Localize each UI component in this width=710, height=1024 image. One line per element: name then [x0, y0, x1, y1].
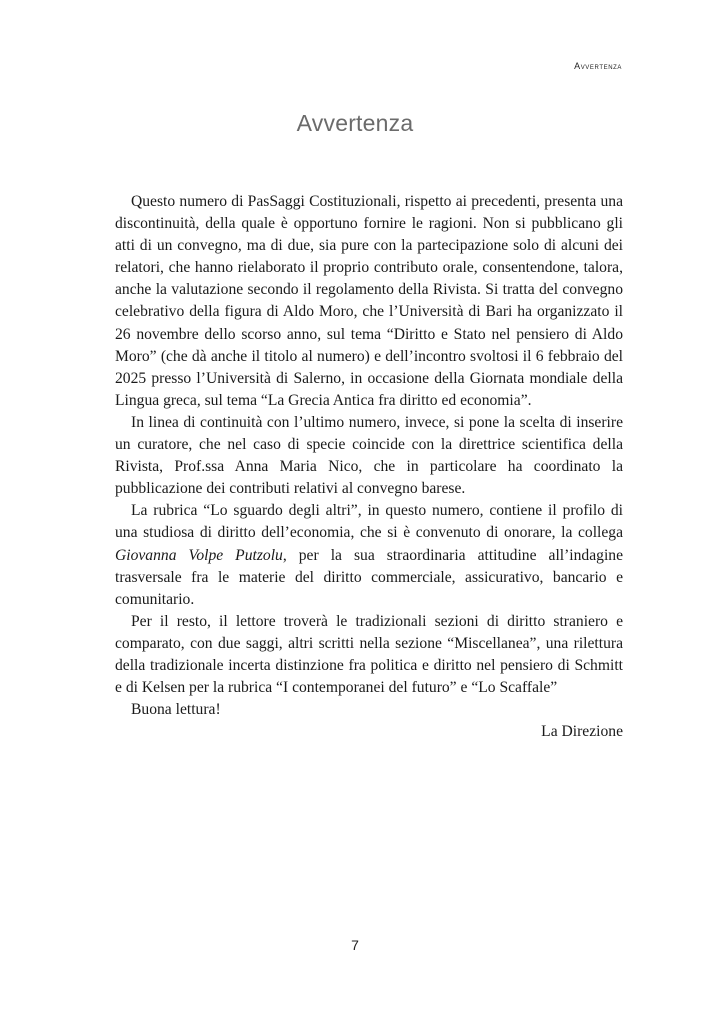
running-head: Avvertenza — [574, 61, 622, 71]
paragraph-3-text-after: , per la sua straordinaria attitudine all’indagine trasversale fra le materie del diritto commerciale, assicurativo, bancario e comunitario. — [115, 546, 623, 608]
paragraph-2: In linea di continuità con l’ultimo numero, invece, si pone la scelta di inserire un curatore, che nel caso di specie coincide con la direttrice scientifica della Rivista, Prof.ssa Anna Maria Nico, che in particolare ha coordinato la pubblicazione dei contributi relativi al convegno barese. — [115, 413, 623, 498]
paragraph-3 — [115, 500, 623, 610]
paragraph-4: Per il resto, il lettore troverà le tradizionali sezioni di diritto straniero e comparato, con due saggi, altri scritti nella sezione “Miscellanea”, una rilettura della tradizionale incerta distinzione fra politica e diritto nel pensiero di Schmitt e di Kelsen per la rubrica “I contemporanei del futuro” e “Lo Scaffale” — [115, 612, 623, 697]
paragraph-1: Questo numero di PasSaggi Costituzionali, rispetto ai precedenti, presenta una discontinuità, della quale è opportuno fornire le ragioni. Non si pubblicano gli atti di un convegno, ma di due, sia pure con la partecipazione solo di alcuni dei relatori, che hanno rielaborato il proprio contributo orale, consentendone, talora, anche la valutazione secondo il regolamento della Rivista. Si tratta del convegno celebrativo della figura di Aldo Moro, che l’Università di Bari ha organizzato il 26 novembre dello scorso anno, sul tema “Diritto e Stato nel pensiero di Aldo Moro” (che dà anche il titolo al numero) e dell’incontro svoltosi il 6 febbraio del 2025 presso l’Università di Salerno, in occasione della Giornata mondiale della Lingua greca, sul tema “La Grecia Antica fra diritto ed economia”. — [115, 193, 623, 409]
body-text — [115, 191, 623, 743]
paragraph-3-text-before: La rubrica “Lo sguardo degli altri”, in questo numero, contiene il profilo di una studiosa di diritto dell’economia, che si è convenuto di onorare, la collega — [115, 502, 623, 542]
signature: La Direzione — [541, 723, 623, 741]
paragraph-5: Buona lettura! — [131, 701, 221, 719]
honoree-name: Giovanna Volpe Putzolu — [115, 546, 283, 564]
page-number: 7 — [351, 937, 359, 953]
page-title: Avvertenza — [296, 110, 414, 136]
